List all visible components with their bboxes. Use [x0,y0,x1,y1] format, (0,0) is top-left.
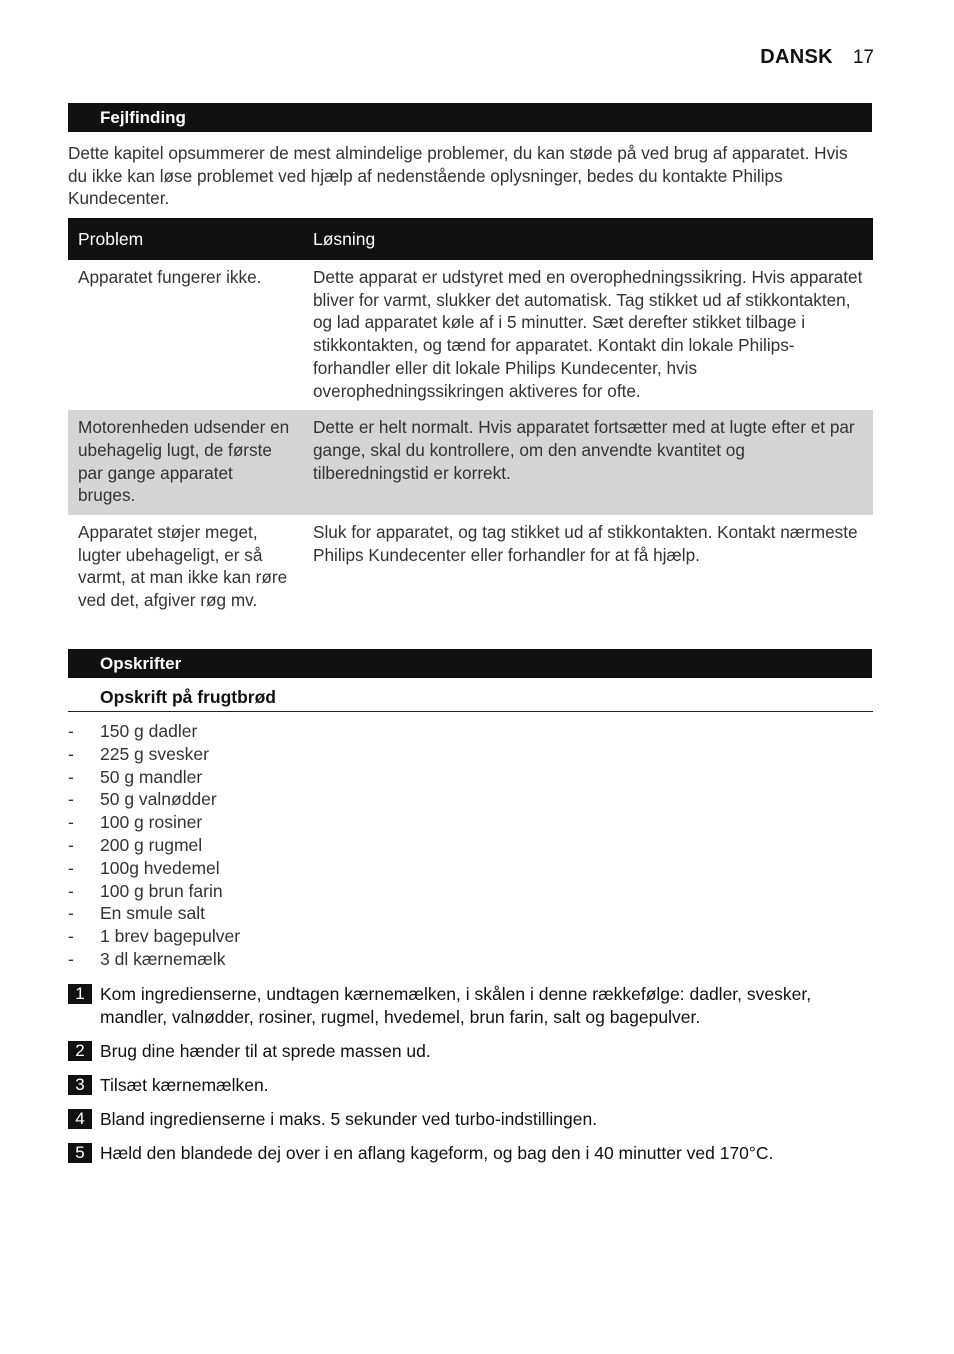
bullet-dash: - [68,789,74,810]
recipe-step [68,1074,873,1097]
step-number-badge: 4 [68,1109,92,1129]
section-title-opskrifter: Opskrifter [68,649,872,678]
bullet-dash: - [68,766,74,787]
recipe-step [68,983,873,1029]
list-item: - 200 g rugmel [68,834,203,855]
table-row [68,410,873,515]
troubleshooting-table [68,218,873,620]
page-header [760,46,874,69]
problem-cell: Apparatet fungerer ikke. [78,267,262,287]
step-number-badge: 1 [68,984,92,1004]
bullet-dash: - [68,880,74,901]
column-header-problem: Problem [68,218,303,260]
recipe-step [68,1040,873,1063]
step-text: Brug dine hænder til at sprede massen ud. [100,1041,431,1061]
intro-paragraph: Dette kapitel opsummerer de mest almindelige problemer, du kan støde på ved brug af apparatet. Hvis du ikke kan løse problemet ved hjælp af nedenstående oplysninger, bedes du kontakte Philips Kundecenter. [68,143,848,209]
list-item: - 3 dl kærnemælk [68,948,226,969]
bullet-dash: - [68,743,74,764]
list-item: - 100 g brun farin [68,880,223,901]
solution-cell: Dette er helt normalt. Hvis apparatet fortsætter med at lugte efter et par gange, skal du kontrollere, om den anvendte kvantitet og tilberedningstid er korrekt. [303,410,873,515]
recipe-step [68,1142,873,1165]
bullet-dash: - [68,812,74,833]
bullet-dash: - [68,926,74,947]
step-text: Kom ingredienserne, undtagen kærnemælken, i skålen i denne rækkefølge: dadler, svesker, mandler, valnødder, rosiner, rugmel, hvedemel, brun farin, salt og bagepulver. [100,984,812,1027]
list-item: - 50 g valnødder [68,789,217,810]
bullet-dash: - [68,721,74,741]
recipe-title: Opskrift på frugtbrød [68,684,873,712]
solution-cell: Sluk for apparatet, og tag stikket ud af stikkontakten. Kontakt nærmeste Philips Kundecenter eller forhandler for at få hjælp. [313,522,858,565]
table-header-row [68,218,873,260]
list-item: - 150 g dadler [68,721,198,741]
step-number-badge: 5 [68,1143,92,1163]
language-label: DANSK [760,46,833,68]
list-item: - 100 g rosiner [68,812,203,833]
problem-cell: Apparatet støjer meget, lugter ubehageligt, er så varmt, at man ikke kan røre ved det, afgiver røg mv. [78,522,288,611]
section-title-fejlfinding: Fejlfinding [68,103,872,132]
solution-cell: Dette apparat er udstyret med en overophedningssikring. Hvis apparatet bliver for varmt, slukker det automatisk. Tag stikket ud af stikkontakten, og lad apparatet køle af i 5 minutter. Sæt derefter stikket tilbage i stikkontakten, og tænd for apparatet. Kontakt din lokale Philips-forhandler eller dit lokale Philips Kundecenter, hvis overophedningssikringen aktiveres for ofte. [313,267,863,401]
recipe-step [68,1108,873,1131]
list-item: - 225 g svesker [68,743,209,764]
bullet-dash: - [68,857,74,878]
list-item: - 1 brev bagepulver [68,926,241,947]
step-number-badge: 2 [68,1041,92,1061]
column-header-solution: Løsning [303,218,873,260]
list-item: - 100g hvedemel [68,857,220,878]
problem-cell: Motorenheden udsender en ubehagelig lugt, de første par gange apparatet bruges. [68,410,303,515]
table-row [68,515,873,620]
page-number: 17 [852,47,874,68]
bullet-dash: - [68,903,74,924]
step-text: Tilsæt kærnemælken. [100,1075,269,1095]
list-item: - 50 g mandler [68,766,203,787]
table-row [68,260,873,410]
bullet-dash: - [68,948,74,969]
step-text: Bland ingredienserne i maks. 5 sekunder ved turbo-indstillingen. [100,1109,598,1129]
step-text: Hæld den blandede dej over i en aflang kageform, og bag den i 40 minutter ved 170°C. [100,1143,774,1163]
bullet-dash: - [68,834,74,855]
ingredient-list [68,720,240,971]
step-number-badge: 3 [68,1075,92,1095]
list-item: - En smule salt [68,903,206,924]
